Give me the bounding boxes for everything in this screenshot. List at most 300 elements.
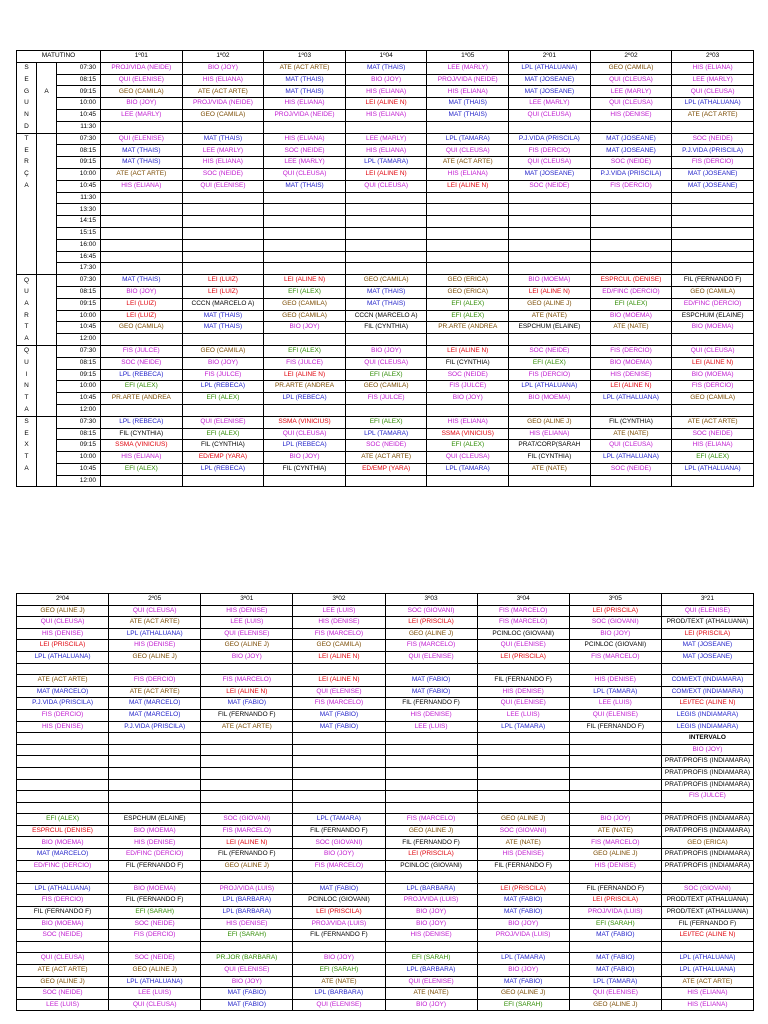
schedule-cell: SOC (NEIDE) — [427, 369, 509, 381]
schedule-cell: PRAT/CORP(SARAH — [509, 440, 591, 452]
schedule-cell — [182, 263, 264, 275]
time-slot: 15:15 — [57, 227, 101, 239]
schedule-cell: FIL (FERNANDO F) — [477, 860, 569, 872]
time-slot: 11:30 — [57, 121, 101, 133]
bottom-schedule-table — [16, 593, 754, 1011]
schedule-cell: ED/FINC (DERCIO) — [672, 298, 754, 310]
day-letter: A — [17, 298, 37, 310]
schedule-cell — [672, 121, 754, 133]
schedule-cell: BIO (JOY) — [264, 322, 346, 334]
schedule-cell: PCINLOC (GIOVANI) — [569, 640, 661, 652]
schedule-cell: HIS (ELIANA) — [182, 157, 264, 169]
schedule-cell — [109, 779, 201, 791]
schedule-cell — [590, 227, 672, 239]
class-header: 3º02 — [293, 594, 385, 606]
schedule-cell: HIS (ELIANA) — [427, 416, 509, 428]
schedule-cell: FIL (CYNTHIA) — [182, 440, 264, 452]
schedule-cell — [182, 227, 264, 239]
schedule-cell: BIO (MOEMA) — [590, 310, 672, 322]
schedule-cell: FIL (FERNANDO F) — [569, 883, 661, 895]
schedule-cell: LPL (TAMARA) — [293, 814, 385, 826]
schedule-cell — [109, 744, 201, 756]
schedule-cell — [17, 756, 109, 768]
class-header: 3º04 — [477, 594, 569, 606]
schedule-cell — [109, 791, 201, 803]
schedule-cell — [101, 227, 183, 239]
schedule-cell: QUI (CLEUSA) — [672, 345, 754, 357]
day-letter-extra — [37, 62, 57, 74]
schedule-cell: ATE (NATE) — [385, 988, 477, 1000]
schedule-cell — [109, 941, 201, 953]
schedule-cell: FIS (MARCELO) — [385, 814, 477, 826]
schedule-cell: SOC (NEIDE) — [672, 133, 754, 145]
schedule-cell: LPL (ATHALUANA) — [672, 463, 754, 475]
schedule-cell: FIL (FERNANDO F) — [385, 837, 477, 849]
schedule-cell: LEI (ALINE N) — [427, 345, 509, 357]
schedule-cell: QUI (CLEUSA) — [345, 180, 427, 192]
schedule-cell — [264, 404, 346, 416]
schedule-cell: FIS (MARCELO) — [385, 640, 477, 652]
schedule-cell: EFI (ALEX) — [345, 369, 427, 381]
schedule-cell — [345, 204, 427, 216]
schedule-cell — [293, 872, 385, 884]
schedule-cell: HIS (ELIANA) — [264, 133, 346, 145]
schedule-cell: LEE (MARLY) — [590, 86, 672, 98]
schedule-cell: EFI (ALEX) — [182, 393, 264, 405]
schedule-cell: MAT (JOSEANE) — [672, 180, 754, 192]
schedule-cell: MAT (MARCELO) — [17, 849, 109, 861]
schedule-cell: SOC (NEIDE) — [509, 180, 591, 192]
schedule-cell: HIS (DENISE) — [569, 675, 661, 687]
schedule-cell — [17, 733, 109, 745]
schedule-cell: HIS (ELIANA) — [182, 74, 264, 86]
schedule-cell: FIS (JULCE) — [264, 357, 346, 369]
schedule-cell — [264, 239, 346, 251]
schedule-cell: LEE (MARLY) — [427, 62, 509, 74]
schedule-cell: EFI (ALEX) — [182, 428, 264, 440]
day-letter-extra — [37, 239, 57, 251]
schedule-cell — [427, 204, 509, 216]
schedule-cell: P.J.VIDA (PRISCILA) — [509, 133, 591, 145]
schedule-cell: QUI (ELENISE) — [569, 709, 661, 721]
time-slot: 09:15 — [57, 298, 101, 310]
schedule-cell: SOC (GIOVANI) — [569, 617, 661, 629]
schedule-cell: LEI (LUIZ) — [182, 286, 264, 298]
schedule-cell: BIO (JOY) — [385, 918, 477, 930]
class-header: 3º21 — [661, 594, 753, 606]
schedule-cell: LEI (PRISCILA) — [17, 640, 109, 652]
schedule-cell: PROJ/VIDA (LUIS) — [201, 883, 293, 895]
schedule-cell: MAT (THAIS) — [182, 322, 264, 334]
time-slot: 12:00 — [57, 334, 101, 346]
schedule-cell: MAT (FABIO) — [569, 965, 661, 977]
schedule-cell: FIS (DERCIO) — [590, 180, 672, 192]
schedule-cell: PCINLOC (GIOVANI) — [385, 860, 477, 872]
schedule-cell — [264, 121, 346, 133]
schedule-cell: EFI (ALEX) — [427, 310, 509, 322]
schedule-cell: ATE (ACT ARTE) — [109, 617, 201, 629]
day-letter: D — [17, 121, 37, 133]
class-header: 3º03 — [385, 594, 477, 606]
schedule-cell: HIS (DENISE) — [109, 837, 201, 849]
schedule-cell: FIS (JULCE) — [661, 791, 753, 803]
day-letter — [17, 251, 37, 263]
schedule-cell — [509, 121, 591, 133]
time-slot: 07:30 — [57, 275, 101, 287]
schedule-cell: LPL (REBECA) — [182, 381, 264, 393]
schedule-cell: FIS (MARCELO) — [569, 651, 661, 663]
schedule-cell — [101, 475, 183, 487]
schedule-cell — [569, 779, 661, 791]
schedule-cell: MAT (THAIS) — [101, 275, 183, 287]
day-letter: A — [17, 334, 37, 346]
schedule-cell: MAT (THAIS) — [345, 62, 427, 74]
schedule-cell: MAT (FABIO) — [569, 930, 661, 942]
schedule-cell: LEI (ALINE N) — [293, 675, 385, 687]
day-letter: E — [17, 145, 37, 157]
schedule-cell — [661, 872, 753, 884]
schedule-cell: SOC (GIOVANI) — [385, 605, 477, 617]
schedule-cell: MAT (FABIO) — [293, 883, 385, 895]
schedule-cell: GEO (CAMILA) — [182, 345, 264, 357]
day-letter: Q — [17, 275, 37, 287]
class-header: 2º04 — [17, 594, 109, 606]
class-header: 1º01 — [101, 51, 183, 63]
schedule-cell: QUI (ELENISE) — [101, 74, 183, 86]
schedule-cell: BIO (MOEMA) — [17, 918, 109, 930]
schedule-cell: LPL (TAMARA) — [477, 953, 569, 965]
schedule-cell — [509, 263, 591, 275]
schedule-cell: PRAT/PROFIS (INDIAMARA) — [661, 860, 753, 872]
schedule-cell: LPL (ATHALUANA) — [17, 883, 109, 895]
schedule-cell: ATE (ACT ARTE) — [264, 62, 346, 74]
schedule-cell — [509, 251, 591, 263]
schedule-cell — [672, 475, 754, 487]
schedule-cell — [509, 204, 591, 216]
schedule-cell: EFI (ALEX) — [427, 298, 509, 310]
schedule-cell: FIL (FERNANDO F) — [672, 275, 754, 287]
schedule-cell — [182, 404, 264, 416]
schedule-cell: PROJ/VIDA (NEIDE) — [182, 98, 264, 110]
day-letter: U — [17, 286, 37, 298]
schedule-cell: EFI (ALEX) — [427, 440, 509, 452]
day-letter-extra — [37, 369, 57, 381]
class-header: 1º03 — [264, 51, 346, 63]
schedule-cell: EFI (SARAH) — [109, 907, 201, 919]
time-slot: 09:15 — [57, 86, 101, 98]
time-slot: 14:15 — [57, 216, 101, 228]
schedule-cell: GEO (ALINE J) — [109, 651, 201, 663]
day-letter-extra — [37, 334, 57, 346]
schedule-cell: BIO (MOEMA) — [590, 357, 672, 369]
schedule-cell: ATE (NATE) — [293, 976, 385, 988]
schedule-cell: LEI (ALINE N) — [293, 651, 385, 663]
day-letter-extra — [37, 157, 57, 169]
schedule-cell — [427, 216, 509, 228]
day-letter: R — [17, 310, 37, 322]
schedule-cell: MAT (JOSEANE) — [509, 168, 591, 180]
schedule-cell — [264, 227, 346, 239]
schedule-cell: EFI (SARAH) — [569, 918, 661, 930]
day-letter: N — [17, 109, 37, 121]
schedule-cell: HIS (DENISE) — [109, 640, 201, 652]
top-schedule-table — [16, 50, 754, 487]
schedule-cell: HIS (ELIANA) — [264, 98, 346, 110]
schedule-cell: QUI (CLEUSA) — [264, 428, 346, 440]
schedule-cell: EFI (ALEX) — [101, 381, 183, 393]
schedule-cell: GEO (CAMILA) — [590, 62, 672, 74]
schedule-cell — [672, 204, 754, 216]
schedule-cell: FIL (CYNTHIA) — [345, 322, 427, 334]
schedule-cell: BIO (JOY) — [101, 98, 183, 110]
schedule-cell: EFI (ALEX) — [672, 452, 754, 464]
schedule-cell: ESPRCUL (DENISE) — [17, 825, 109, 837]
schedule-cell: MAT (FABIO) — [569, 953, 661, 965]
schedule-cell — [509, 334, 591, 346]
schedule-cell: PROJ/VIDA (NEIDE) — [427, 74, 509, 86]
schedule-cell: FIS (MARCELO) — [293, 628, 385, 640]
day-letter-extra — [37, 109, 57, 121]
schedule-cell: MAT (FABIO) — [201, 698, 293, 710]
schedule-cell: MAT (JOSEANE) — [672, 168, 754, 180]
schedule-cell: HIS (ELIANA) — [427, 168, 509, 180]
schedule-cell: ATE (NATE) — [590, 428, 672, 440]
schedule-cell: LPL (ATHALUANA) — [109, 976, 201, 988]
schedule-cell — [293, 756, 385, 768]
schedule-cell: LPL (TAMARA) — [569, 686, 661, 698]
day-letter-extra — [37, 145, 57, 157]
schedule-cell — [477, 872, 569, 884]
schedule-cell — [293, 767, 385, 779]
schedule-cell — [201, 941, 293, 953]
day-letter-extra — [37, 298, 57, 310]
schedule-cell — [509, 239, 591, 251]
schedule-cell: BIO (JOY) — [201, 651, 293, 663]
schedule-cell — [264, 263, 346, 275]
schedule-cell — [427, 475, 509, 487]
schedule-cell — [109, 663, 201, 675]
schedule-cell — [101, 404, 183, 416]
time-slot: 10:00 — [57, 168, 101, 180]
schedule-cell: LEI (ALINE N) — [590, 381, 672, 393]
schedule-cell: ED/EMP (YARA) — [345, 463, 427, 475]
day-letter-extra — [37, 428, 57, 440]
schedule-cell: MAT (MARCELO) — [17, 686, 109, 698]
schedule-cell: GEO (ALINE J) — [201, 640, 293, 652]
schedule-cell: FIS (DERCIO) — [509, 145, 591, 157]
schedule-cell — [427, 239, 509, 251]
schedule-cell: QUI (ELENISE) — [661, 605, 753, 617]
day-letter-extra — [37, 251, 57, 263]
class-header: 2º02 — [590, 51, 672, 63]
schedule-cell: ATE (ACT ARTE) — [427, 157, 509, 169]
schedule-cell: PRAT/PROFIS (INDIAMARA) — [661, 814, 753, 826]
schedule-cell: FIL (FERNANDO F) — [17, 907, 109, 919]
schedule-cell: LEI (ALINE N) — [672, 357, 754, 369]
schedule-cell: ESPRCUL (DENISE) — [590, 275, 672, 287]
schedule-cell: LPL (BARBARA) — [201, 907, 293, 919]
schedule-cell: LPL (ATHALUANA) — [509, 62, 591, 74]
schedule-cell: FIS (MARCELO) — [293, 860, 385, 872]
schedule-cell — [101, 239, 183, 251]
schedule-cell — [590, 251, 672, 263]
day-letter-extra — [37, 133, 57, 145]
schedule-cell — [345, 216, 427, 228]
time-slot: 09:15 — [57, 157, 101, 169]
day-letter: T — [17, 452, 37, 464]
schedule-cell: FIS (DERCIO) — [109, 930, 201, 942]
day-letter: Q — [17, 345, 37, 357]
schedule-cell: LPL (TAMARA) — [427, 133, 509, 145]
schedule-cell — [101, 121, 183, 133]
schedule-cell: HIS (ELIANA) — [427, 86, 509, 98]
class-header: 2º03 — [672, 51, 754, 63]
schedule-cell — [101, 334, 183, 346]
schedule-cell — [477, 744, 569, 756]
schedule-cell: EFI (ALEX) — [264, 345, 346, 357]
schedule-cell: LEI/TEC (ALINE N) — [661, 930, 753, 942]
schedule-cell: LPL (ATHALUANA) — [590, 452, 672, 464]
schedule-cell: PRAT/PROFIS (INDIAMARA) — [661, 767, 753, 779]
schedule-cell: LEE (MARLY) — [101, 109, 183, 121]
class-header: 3º01 — [201, 594, 293, 606]
schedule-cell: FIS (MARCELO) — [201, 825, 293, 837]
schedule-cell: MAT (FABIO) — [477, 895, 569, 907]
schedule-cell: FIS (DERCIO) — [672, 381, 754, 393]
schedule-cell — [293, 779, 385, 791]
schedule-cell: LEI (PRISCILA) — [293, 907, 385, 919]
schedule-cell: GEO (CAMILA) — [101, 86, 183, 98]
schedule-cell: PRAT/PROFIS (INDIAMARA) — [661, 756, 753, 768]
schedule-cell — [17, 791, 109, 803]
schedule-cell: LPL (ATHALUANA) — [509, 381, 591, 393]
schedule-cell: ATE (NATE) — [590, 322, 672, 334]
schedule-cell — [385, 663, 477, 675]
schedule-cell: ATE (ACT ARTE) — [182, 86, 264, 98]
schedule-cell — [264, 334, 346, 346]
schedule-cell: LEE (MARLY) — [264, 157, 346, 169]
day-letter — [17, 263, 37, 275]
schedule-cell: GEO (ALINE J) — [201, 860, 293, 872]
schedule-cell: LEI (LUIZ) — [182, 275, 264, 287]
day-letter — [17, 192, 37, 204]
schedule-cell: LEGIS (INDIAMARA) — [661, 709, 753, 721]
schedule-cell: HIS (DENISE) — [17, 628, 109, 640]
schedule-cell — [590, 216, 672, 228]
schedule-cell — [672, 216, 754, 228]
schedule-cell: MAT (JOSEANE) — [661, 640, 753, 652]
schedule-cell — [17, 802, 109, 814]
schedule-cell — [182, 121, 264, 133]
schedule-cell: SOC (NEIDE) — [17, 930, 109, 942]
schedule-cell — [590, 404, 672, 416]
schedule-cell — [569, 756, 661, 768]
day-letter-extra — [37, 180, 57, 192]
schedule-cell — [101, 263, 183, 275]
day-letter-extra — [37, 98, 57, 110]
schedule-cell: QUI (ELENISE) — [182, 416, 264, 428]
schedule-cell — [477, 779, 569, 791]
schedule-cell: FIL (CYNTHIA) — [264, 463, 346, 475]
schedule-cell — [590, 475, 672, 487]
day-letter: A — [17, 463, 37, 475]
schedule-cell: GEO (ALINE J) — [509, 298, 591, 310]
schedule-cell: PR.ARTE (ANDREA — [427, 322, 509, 334]
schedule-cell: SOC (NEIDE) — [509, 345, 591, 357]
schedule-cell — [385, 733, 477, 745]
schedule-cell: ATE (ACT ARTE) — [109, 686, 201, 698]
schedule-cell: SSMA (VINICIUS) — [101, 440, 183, 452]
schedule-cell: MAT (MARCELO) — [109, 709, 201, 721]
schedule-cell: QUI (CLEUSA) — [17, 617, 109, 629]
schedule-cell: ED/FINC (DERCIO) — [590, 286, 672, 298]
schedule-cell — [101, 251, 183, 263]
schedule-cell: BIO (JOY) — [385, 999, 477, 1011]
schedule-cell: QUI (CLEUSA) — [17, 953, 109, 965]
day-letter-extra — [37, 345, 57, 357]
schedule-cell — [201, 663, 293, 675]
schedule-cell: LEI (PRISCILA) — [477, 651, 569, 663]
schedule-cell — [672, 239, 754, 251]
schedule-cell: QUI (ELENISE) — [385, 976, 477, 988]
schedule-cell — [569, 802, 661, 814]
schedule-cell — [345, 239, 427, 251]
schedule-cell — [201, 872, 293, 884]
day-letter: G — [17, 86, 37, 98]
schedule-cell: HIS (ELIANA) — [345, 145, 427, 157]
day-letter-extra — [37, 310, 57, 322]
day-letter-extra — [37, 452, 57, 464]
schedule-cell — [264, 204, 346, 216]
schedule-cell — [427, 251, 509, 263]
schedule-cell: LPL (ATHALUANA) — [661, 953, 753, 965]
schedule-cell: QUI (ELENISE) — [201, 965, 293, 977]
schedule-cell — [672, 404, 754, 416]
schedule-cell: BIO (MOEMA) — [672, 322, 754, 334]
schedule-cell: MAT (FABIO) — [477, 976, 569, 988]
time-slot: 10:45 — [57, 463, 101, 475]
day-letter — [17, 216, 37, 228]
schedule-cell — [672, 251, 754, 263]
class-header: 3º05 — [569, 594, 661, 606]
schedule-cell: SOC (NEIDE) — [109, 953, 201, 965]
schedule-cell — [101, 192, 183, 204]
schedule-cell: QUI (CLEUSA) — [264, 168, 346, 180]
schedule-cell: MAT (JOSEANE) — [509, 86, 591, 98]
schedule-cell: LPL (ATHALUANA) — [672, 98, 754, 110]
day-letter: E — [17, 428, 37, 440]
schedule-cell: FIS (DERCIO) — [590, 345, 672, 357]
day-letter: A — [17, 180, 37, 192]
schedule-cell — [385, 779, 477, 791]
schedule-cell: QUI (ELENISE) — [477, 698, 569, 710]
schedule-cell — [672, 334, 754, 346]
schedule-cell — [17, 744, 109, 756]
schedule-cell: QUI (CLEUSA) — [427, 452, 509, 464]
schedule-cell: LEI (PRISCILA) — [569, 895, 661, 907]
schedule-cell: ATE (NATE) — [509, 310, 591, 322]
schedule-cell: GEO (ERICA) — [427, 275, 509, 287]
schedule-cell: EFI (ALEX) — [509, 357, 591, 369]
schedule-cell — [17, 872, 109, 884]
schedule-cell — [590, 204, 672, 216]
time-slot: 08:15 — [57, 286, 101, 298]
schedule-cell — [590, 192, 672, 204]
schedule-cell: ED/EMP (YARA) — [182, 452, 264, 464]
day-letter: Ç — [17, 168, 37, 180]
schedule-cell — [182, 475, 264, 487]
day-letter-extra — [37, 440, 57, 452]
